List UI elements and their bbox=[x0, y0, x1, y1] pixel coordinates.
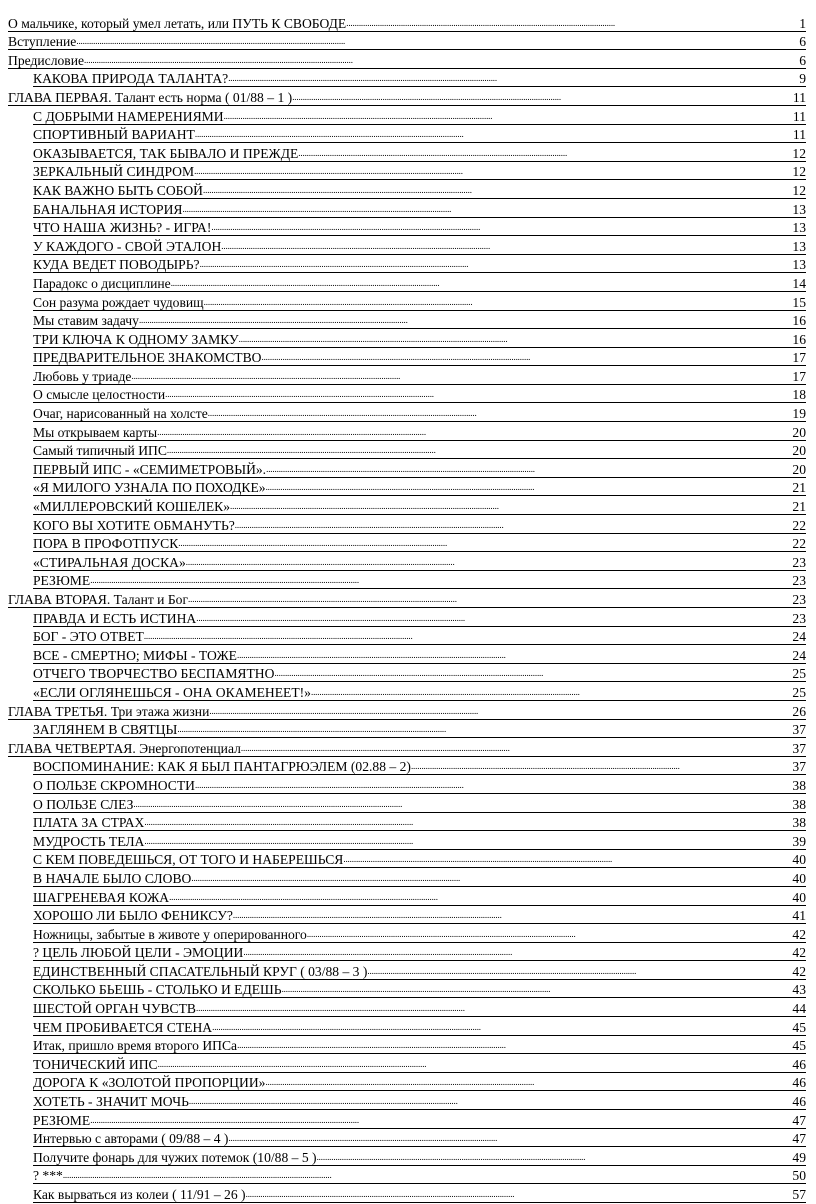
toc-entry-title: О мальчике, который умел летать, или ПУТЬ К СВОБОДЕ bbox=[8, 15, 347, 31]
toc-entry-title: ТРИ КЛЮЧА К ОДНОМУ ЗАМКУ bbox=[33, 331, 239, 347]
toc-entry[interactable] bbox=[0, 255, 806, 274]
toc-entry-page-number: 18 bbox=[792, 387, 806, 403]
toc-entry[interactable] bbox=[0, 366, 806, 385]
toc-entry-title: ЕДИНСТВЕННЫЙ СПАСАТЕЛЬНЫЙ КРУГ ( 03/88 – 3 ) bbox=[33, 963, 368, 979]
toc-entry-page-number: 25 bbox=[792, 666, 806, 682]
toc-entry[interactable] bbox=[0, 218, 806, 237]
toc-entry[interactable] bbox=[0, 943, 806, 962]
toc-entry[interactable] bbox=[0, 1166, 806, 1185]
toc-entry[interactable] bbox=[0, 292, 806, 311]
toc-entry-page-number: 21 bbox=[792, 480, 806, 496]
dot-leader bbox=[171, 274, 793, 292]
toc-entry[interactable] bbox=[0, 664, 806, 683]
toc-entry-title: ВОСПОМИНАНИЕ: КАК Я БЫЛ ПАНТАГРЮЭЛЕМ (02.88 – 2) bbox=[33, 759, 411, 775]
toc-entry-title: ЧЕМ ПРОБИВАЕТСЯ СТЕНА bbox=[33, 1019, 213, 1035]
toc-entry-page-number: 13 bbox=[792, 238, 806, 254]
dot-leader bbox=[411, 757, 792, 775]
toc-entry-title: Интервью с авторами ( 09/88 – 4 ) bbox=[33, 1131, 229, 1147]
toc-entry-page-number: 40 bbox=[792, 852, 806, 868]
toc-entry[interactable] bbox=[0, 589, 806, 608]
dot-leader bbox=[204, 293, 793, 311]
toc-entry-title: С ДОБРЫМИ НАМЕРЕНИЯМИ bbox=[33, 108, 224, 124]
toc-entry-title: О ПОЛЬЗЕ СЛЕЗ bbox=[33, 796, 134, 812]
toc-entry[interactable] bbox=[0, 236, 806, 255]
toc-entry-title: ПОРА В ПРОФОТПУСК bbox=[33, 536, 179, 552]
toc-entry-title: КАК ВАЖНО БЫТЬ СОБОЙ bbox=[33, 182, 203, 198]
dot-leader bbox=[182, 200, 792, 218]
dot-leader bbox=[230, 497, 792, 515]
dot-leader bbox=[246, 1185, 793, 1203]
dot-leader bbox=[233, 906, 793, 924]
toc-entry-title: ПРЕДВАРИТЕЛЬНОЕ ЗНАКОМСТВО bbox=[33, 350, 262, 366]
toc-entry-title: ОКАЗЫВАЕТСЯ, ТАК БЫВАЛО И ПРЕЖДЕ bbox=[33, 145, 299, 161]
dot-leader bbox=[90, 1111, 792, 1129]
toc-entry-page-number: 37 bbox=[792, 740, 806, 756]
toc-entry[interactable] bbox=[0, 906, 806, 925]
toc-entry-title: О смысле целостности bbox=[33, 387, 166, 403]
toc-entry-title: ПЕРВЫЙ ИПС - «СЕМИМЕТРОВЫЙ». bbox=[33, 461, 267, 477]
toc-entry[interactable] bbox=[0, 32, 806, 51]
dot-leader bbox=[131, 367, 792, 385]
toc-entry-title: СКОЛЬКО БЬЕШЬ - СТОЛЬКО И ЕДЕШЬ bbox=[33, 982, 282, 998]
dot-leader bbox=[169, 888, 792, 906]
toc-entry-page-number: 40 bbox=[792, 889, 806, 905]
toc-entry-title: ? ЦЕЛЬ ЛЮБОЙ ЦЕЛИ - ЭМОЦИИ bbox=[33, 945, 244, 961]
toc-entry-title: КАКОВА ПРИРОДА ТАЛАНТА? bbox=[33, 71, 229, 87]
dot-leader bbox=[200, 255, 793, 273]
dot-leader bbox=[298, 144, 792, 162]
dot-leader bbox=[196, 609, 792, 627]
toc-entry-page-number: 49 bbox=[792, 1149, 806, 1165]
toc-entry[interactable] bbox=[0, 571, 806, 590]
dot-leader bbox=[195, 125, 793, 143]
toc-entry-page-number: 17 bbox=[792, 350, 806, 366]
toc-entry[interactable] bbox=[0, 69, 806, 88]
toc-entry[interactable] bbox=[0, 924, 806, 943]
toc-entry[interactable] bbox=[0, 199, 806, 218]
toc-entry-page-number: 41 bbox=[792, 908, 806, 924]
toc-entry[interactable] bbox=[0, 403, 806, 422]
toc-entry-page-number: 47 bbox=[792, 1112, 806, 1128]
toc-entry[interactable] bbox=[0, 1073, 806, 1092]
toc-entry-title: Предисловие bbox=[8, 52, 85, 68]
dot-leader bbox=[177, 720, 792, 738]
toc-entry-title: ТОНИЧЕСКИЙ ИПС bbox=[33, 1056, 158, 1072]
dot-leader bbox=[228, 1129, 792, 1147]
toc-entry[interactable] bbox=[0, 682, 806, 701]
toc-entry-page-number: 46 bbox=[792, 1094, 806, 1110]
toc-entry-page-number: 47 bbox=[792, 1131, 806, 1147]
toc-entry-page-number: 37 bbox=[792, 722, 806, 738]
toc-entry[interactable] bbox=[0, 887, 806, 906]
toc-entry-title: Итак, пришло время второго ИПСа bbox=[33, 1038, 238, 1054]
toc-entry[interactable] bbox=[0, 1147, 806, 1166]
toc-entry-page-number: 45 bbox=[792, 1019, 806, 1035]
toc-entry[interactable] bbox=[0, 87, 806, 106]
toc-entry-page-number: 42 bbox=[792, 963, 806, 979]
toc-entry-page-number: 15 bbox=[792, 294, 806, 310]
toc-entry[interactable] bbox=[0, 180, 806, 199]
toc-entry-title: ПРАВДА И ЕСТЬ ИСТИНА bbox=[33, 610, 197, 626]
toc-entry-page-number: 26 bbox=[792, 703, 806, 719]
dot-leader bbox=[307, 925, 793, 943]
toc-entry[interactable] bbox=[0, 1129, 806, 1148]
toc-entry[interactable] bbox=[0, 720, 806, 739]
toc-entry-page-number: 17 bbox=[792, 368, 806, 384]
toc-entry-title: Вступление bbox=[8, 34, 77, 50]
toc-entry-title: Ножницы, забытые в животе у оперированного bbox=[33, 926, 307, 942]
toc-entry-title: КУДА ВЕДЕТ ПОВОДЫРЬ? bbox=[33, 257, 200, 273]
toc-entry-page-number: 21 bbox=[792, 499, 806, 515]
toc-entry[interactable] bbox=[0, 850, 806, 869]
toc-entry-title: БАНАЛЬНАЯ ИСТОРИЯ bbox=[33, 201, 183, 217]
toc-entry-title: В НАЧАЛЕ БЫЛО СЛОВО bbox=[33, 870, 192, 886]
toc-entry-page-number: 46 bbox=[792, 1075, 806, 1091]
toc-entry-title: ЗАГЛЯНЕМ В СВЯТЦЫ bbox=[33, 722, 178, 738]
dot-leader bbox=[221, 237, 792, 255]
toc-entry-title: Мы ставим задачу bbox=[33, 313, 139, 329]
toc-entry-title: У КАЖДОГО - СВОЙ ЭТАЛОН bbox=[33, 238, 222, 254]
toc-entry-title: РЕЗЮМЕ bbox=[33, 1112, 91, 1128]
toc-entry-title: ГЛАВА ВТОРАЯ. Талант и Бог bbox=[8, 592, 189, 607]
toc-entry-page-number: 6 bbox=[799, 52, 806, 68]
dot-leader bbox=[144, 832, 792, 850]
toc-entry-title: ВСЕ - СМЕРТНО; МИФЫ - ТОЖЕ bbox=[33, 647, 237, 663]
toc-entry-page-number: 23 bbox=[792, 610, 806, 626]
dot-leader bbox=[144, 813, 792, 831]
toc-entry[interactable] bbox=[0, 998, 806, 1017]
toc-entry[interactable] bbox=[0, 1036, 806, 1055]
dot-leader bbox=[266, 460, 792, 478]
toc-entry[interactable] bbox=[0, 329, 806, 348]
dot-leader bbox=[209, 702, 792, 720]
dot-leader bbox=[133, 795, 792, 813]
dot-leader bbox=[241, 739, 793, 757]
toc-entry-page-number: 11 bbox=[792, 89, 806, 105]
dot-leader bbox=[194, 162, 792, 180]
toc-entry-page-number: 12 bbox=[792, 182, 806, 198]
toc-entry-title: ЧТО НАША ЖИЗНЬ? - ИГРА! bbox=[33, 220, 212, 236]
toc-entry[interactable] bbox=[0, 496, 806, 515]
toc-entry-title: ШАГРЕНЕВАЯ КОЖА bbox=[33, 889, 170, 905]
dot-leader bbox=[178, 534, 792, 552]
dot-leader bbox=[165, 385, 792, 403]
toc-entry-page-number: 50 bbox=[792, 1168, 806, 1184]
dot-leader bbox=[237, 646, 792, 664]
toc-entry-page-number: 12 bbox=[792, 145, 806, 161]
toc-entry-page-number: 22 bbox=[792, 536, 806, 552]
toc-entry[interactable] bbox=[0, 831, 806, 850]
toc-entry-title: ПЛАТА ЗА СТРАХ bbox=[33, 815, 145, 831]
toc-entry[interactable] bbox=[0, 478, 806, 497]
dot-leader bbox=[188, 590, 792, 608]
toc-entry[interactable] bbox=[0, 1110, 806, 1129]
toc-entry[interactable] bbox=[0, 348, 806, 367]
toc-entry-page-number: 25 bbox=[792, 684, 806, 700]
toc-entry-page-number: 24 bbox=[792, 647, 806, 663]
toc-entry[interactable] bbox=[0, 515, 806, 534]
dot-leader bbox=[63, 1166, 793, 1184]
toc-entry-title: БОГ - ЭТО ОТВЕТ bbox=[33, 629, 144, 645]
toc-entry-page-number: 39 bbox=[792, 833, 806, 849]
dot-leader bbox=[195, 776, 792, 794]
dot-leader bbox=[211, 218, 792, 236]
toc-entry[interactable] bbox=[0, 1184, 806, 1203]
toc-entry[interactable] bbox=[0, 738, 806, 757]
toc-entry-page-number: 13 bbox=[792, 257, 806, 273]
toc-entry[interactable] bbox=[0, 50, 806, 69]
toc-entry-title: С КЕМ ПОВЕДЕШЬСЯ, ОТ ТОГО И НАБЕРЕШЬСЯ bbox=[33, 852, 344, 868]
dot-leader bbox=[265, 1073, 792, 1091]
toc-entry-title: «ЕСЛИ ОГЛЯНЕШЬСЯ - ОНА ОКАМЕНЕЕТ!» bbox=[33, 684, 311, 700]
toc-entry[interactable] bbox=[0, 813, 806, 832]
dot-leader bbox=[243, 943, 792, 961]
dot-leader bbox=[239, 330, 793, 348]
dot-leader bbox=[274, 664, 792, 682]
toc-entry-page-number: 14 bbox=[792, 275, 806, 291]
dot-leader bbox=[346, 14, 799, 32]
toc-entry[interactable] bbox=[0, 980, 806, 999]
dot-leader bbox=[191, 869, 792, 887]
toc-entry-title: РЕЗЮМЕ bbox=[33, 573, 91, 589]
dot-leader bbox=[237, 1036, 792, 1054]
toc-entry-page-number: 13 bbox=[792, 201, 806, 217]
toc-entry-page-number: 37 bbox=[792, 759, 806, 775]
toc-entry-title: Самый типичный ИПС bbox=[33, 443, 167, 459]
toc-entry-page-number: 23 bbox=[792, 592, 806, 607]
toc-entry[interactable] bbox=[0, 775, 806, 794]
toc-entry-title: ХОТЕТЬ - ЗНАЧИТ МОЧЬ bbox=[33, 1094, 189, 1110]
dot-leader bbox=[76, 32, 799, 50]
toc-entry[interactable] bbox=[0, 627, 806, 646]
toc-entry[interactable] bbox=[0, 311, 806, 330]
dot-leader bbox=[261, 348, 792, 366]
toc-entry-title: Получите фонарь для чужих потемок (10/88 – 5 ) bbox=[33, 1149, 317, 1165]
toc-entry-page-number: 38 bbox=[792, 777, 806, 793]
dot-leader bbox=[158, 1055, 793, 1073]
toc-entry[interactable] bbox=[0, 143, 806, 162]
dot-leader bbox=[157, 423, 792, 441]
toc-entry[interactable] bbox=[0, 125, 806, 144]
dot-leader bbox=[189, 1092, 792, 1110]
toc-entry-title: Очаг, нарисованный на холсте bbox=[33, 406, 208, 422]
dot-leader bbox=[343, 850, 792, 868]
toc-entry-title: ГЛАВА ЧЕТВЕРТАЯ. Энергопотенциал bbox=[8, 740, 241, 756]
dot-leader bbox=[196, 999, 792, 1017]
toc-entry-title: Сон разума рождает чудовищ bbox=[33, 294, 204, 310]
toc-entry-page-number: 12 bbox=[792, 164, 806, 180]
dot-leader bbox=[311, 683, 792, 701]
toc-entry-title: Как вырваться из колеи ( 11/91 – 26 ) bbox=[33, 1187, 246, 1202]
toc-entry-page-number: 46 bbox=[792, 1056, 806, 1072]
toc-entry[interactable] bbox=[0, 868, 806, 887]
toc-entry-page-number: 43 bbox=[792, 982, 806, 998]
dot-leader bbox=[292, 88, 793, 106]
toc-entry-title: ОТЧЕГО ТВОРЧЕСТВО БЕСПАМЯТНО bbox=[33, 666, 275, 682]
toc-entry-title: ДОРОГА К «ЗОЛОТОЙ ПРОПОРЦИИ» bbox=[33, 1075, 266, 1091]
toc-entry[interactable] bbox=[0, 645, 806, 664]
toc-entry-title: ЗЕРКАЛЬНЫЙ СИНДРОМ bbox=[33, 164, 195, 180]
dot-leader bbox=[317, 1148, 793, 1166]
toc-entry[interactable] bbox=[0, 106, 806, 125]
toc-entry-page-number: 20 bbox=[792, 424, 806, 440]
toc-entry[interactable] bbox=[0, 961, 806, 980]
toc-entry-title: СПОРТИВНЫЙ ВАРИАНТ bbox=[33, 127, 195, 143]
dot-leader bbox=[228, 69, 799, 87]
toc-entry[interactable] bbox=[0, 422, 806, 441]
toc-entry[interactable] bbox=[0, 162, 806, 181]
toc-entry[interactable] bbox=[0, 757, 806, 776]
toc-entry-page-number: 44 bbox=[792, 1001, 806, 1017]
dot-leader bbox=[224, 107, 793, 125]
toc-entry[interactable] bbox=[0, 459, 806, 478]
toc-entry[interactable] bbox=[0, 385, 806, 404]
toc-entry-page-number: 40 bbox=[792, 870, 806, 886]
toc-entry[interactable] bbox=[0, 441, 806, 460]
dot-leader bbox=[84, 51, 799, 69]
toc-entry-title: «СТИРАЛЬНАЯ ДОСКА» bbox=[33, 554, 186, 570]
toc-entry-page-number: 1 bbox=[799, 15, 806, 31]
toc-entry-title: Любовь у триаде bbox=[33, 368, 132, 384]
toc-entry-page-number: 42 bbox=[792, 945, 806, 961]
toc-entry-page-number: 9 bbox=[799, 71, 806, 87]
toc-entry[interactable] bbox=[0, 608, 806, 627]
toc-entry-page-number: 38 bbox=[792, 796, 806, 812]
toc-entry-page-number: 45 bbox=[792, 1038, 806, 1054]
toc-entry-page-number: 16 bbox=[792, 331, 806, 347]
toc-entry-page-number: 20 bbox=[792, 461, 806, 477]
toc-entry[interactable] bbox=[0, 1054, 806, 1073]
toc-entry-title: Мы открываем карты bbox=[33, 424, 158, 440]
toc-entry-title: Парадокс о дисциплине bbox=[33, 275, 171, 291]
dot-leader bbox=[90, 571, 792, 589]
table-of-contents bbox=[0, 13, 806, 1203]
toc-entry-page-number: 20 bbox=[792, 443, 806, 459]
toc-entry[interactable] bbox=[0, 701, 806, 720]
dot-leader bbox=[208, 404, 793, 422]
toc-entry[interactable] bbox=[0, 13, 806, 32]
toc-entry-title: ГЛАВА ТРЕТЬЯ. Три этажа жизни bbox=[8, 703, 210, 719]
toc-entry-page-number: 24 bbox=[792, 629, 806, 645]
toc-entry-page-number: 16 bbox=[792, 313, 806, 329]
dot-leader bbox=[203, 181, 792, 199]
toc-entry-title: ГЛАВА ПЕРВАЯ. Талант есть норма ( 01/88 – 1 ) bbox=[8, 89, 293, 105]
toc-entry-title: ? *** bbox=[33, 1168, 63, 1184]
dot-leader bbox=[235, 516, 793, 534]
dot-leader bbox=[367, 962, 792, 980]
toc-entry[interactable] bbox=[0, 1091, 806, 1110]
toc-entry-page-number: 38 bbox=[792, 815, 806, 831]
toc-entry-title: ХОРОШО ЛИ БЫЛО ФЕНИКСУ? bbox=[33, 908, 233, 924]
toc-entry-page-number: 6 bbox=[799, 34, 806, 50]
toc-entry-page-number: 19 bbox=[792, 406, 806, 422]
dot-leader bbox=[144, 627, 793, 645]
dot-leader bbox=[266, 478, 793, 496]
toc-entry[interactable] bbox=[0, 534, 806, 553]
dot-leader bbox=[167, 441, 793, 459]
dot-leader bbox=[282, 980, 793, 998]
dot-leader bbox=[139, 311, 792, 329]
toc-entry-title: «Я МИЛОГО УЗНАЛА ПО ПОХОДКЕ» bbox=[33, 480, 266, 496]
dot-leader bbox=[212, 1018, 792, 1036]
toc-entry-title: «МИЛЛЕРОВСКИЙ КОШЕЛЕК» bbox=[33, 499, 230, 515]
toc-entry-page-number: 42 bbox=[792, 926, 806, 942]
toc-entry-title: ШЕСТОЙ ОРГАН ЧУВСТВ bbox=[33, 1001, 196, 1017]
toc-entry-page-number: 23 bbox=[792, 554, 806, 570]
toc-entry[interactable] bbox=[0, 552, 806, 571]
toc-entry[interactable] bbox=[0, 273, 806, 292]
toc-entry-page-number: 22 bbox=[792, 517, 806, 533]
toc-entry[interactable] bbox=[0, 1017, 806, 1036]
toc-entry[interactable] bbox=[0, 794, 806, 813]
dot-leader bbox=[186, 553, 793, 571]
toc-entry-page-number: 13 bbox=[792, 220, 806, 236]
toc-entry-page-number: 11 bbox=[792, 108, 806, 124]
toc-entry-page-number: 23 bbox=[792, 573, 806, 589]
toc-entry-title: О ПОЛЬЗЕ СКРОМНОСТИ bbox=[33, 777, 195, 793]
toc-entry-page-number: 11 bbox=[792, 127, 806, 143]
toc-entry-title: МУДРОСТЬ ТЕЛА bbox=[33, 833, 145, 849]
toc-entry-page-number: 57 bbox=[792, 1187, 806, 1202]
toc-entry-title: КОГО ВЫ ХОТИТЕ ОБМАНУТЬ? bbox=[33, 517, 235, 533]
